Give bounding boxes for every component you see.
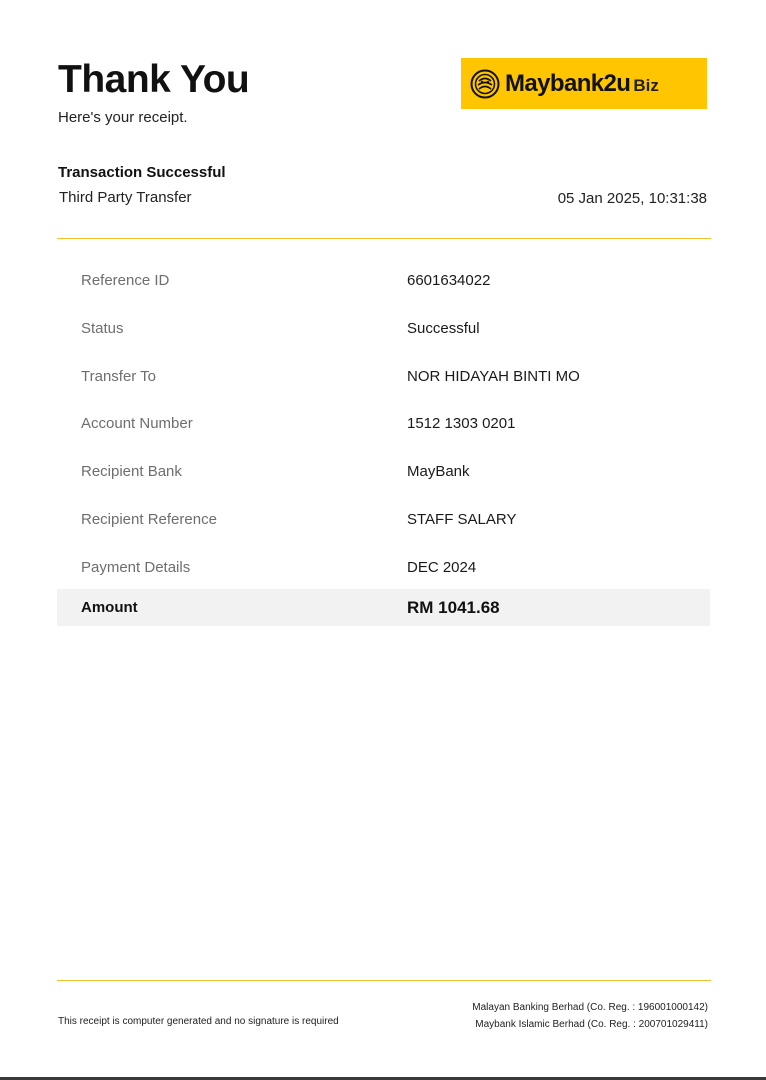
detail-row-payment-details (57, 545, 710, 593)
detail-row-recipient-reference (57, 497, 710, 545)
footer-disclaimer: This receipt is computer generated and no signature is required (58, 1016, 339, 1027)
detail-label: Account Number (81, 415, 193, 433)
maybank-tiger-icon (470, 69, 500, 99)
transaction-datetime: 05 Jan 2025, 10:31:38 (557, 190, 707, 207)
detail-value: DEC 2024 (407, 558, 477, 576)
detail-value: MayBank (407, 463, 470, 481)
registration-line: Malayan Banking Berhad (Co. Reg. : 196001000142) (472, 1002, 708, 1013)
detail-value: NOR HIDAYAH BINTI MO (407, 367, 580, 385)
logo-suffix: Biz (633, 75, 659, 95)
detail-row-amount (57, 589, 710, 626)
page-title: Thank You (58, 58, 250, 101)
footer-registration (472, 999, 708, 1033)
divider-bottom (57, 980, 711, 981)
logo-wordmark: Maybank2u (505, 69, 631, 97)
transaction-type: Third Party Transfer (59, 189, 192, 206)
detail-label: Status (81, 319, 124, 337)
detail-label: Payment Details (81, 558, 191, 576)
detail-value: STAFF SALARY (407, 510, 517, 528)
detail-value: Successful (407, 319, 480, 337)
detail-value: 1512 1303 0201 (407, 415, 516, 433)
transaction-status: Transaction Successful (58, 164, 226, 181)
detail-label: Transfer To (81, 367, 157, 385)
amount-value: RM 1041.68 (407, 597, 500, 617)
detail-label: Recipient Bank (81, 463, 182, 481)
detail-row-status (57, 306, 710, 354)
detail-row-reference-id (57, 258, 710, 306)
detail-label: Recipient Reference (81, 510, 217, 528)
registration-line: Maybank Islamic Berhad (Co. Reg. : 200701029411) (475, 1019, 708, 1030)
page-subtitle: Here's your receipt. (58, 109, 188, 126)
amount-label: Amount (81, 598, 138, 616)
detail-value: 6601634022 (407, 272, 491, 289)
detail-row-transfer-to (57, 354, 710, 402)
detail-row-account-number (57, 401, 710, 449)
maybank2u-biz-logo (461, 58, 707, 109)
detail-label: Reference ID (81, 272, 170, 289)
divider-top (57, 238, 711, 239)
receipt-details (57, 258, 710, 626)
detail-row-recipient-bank (57, 449, 710, 497)
